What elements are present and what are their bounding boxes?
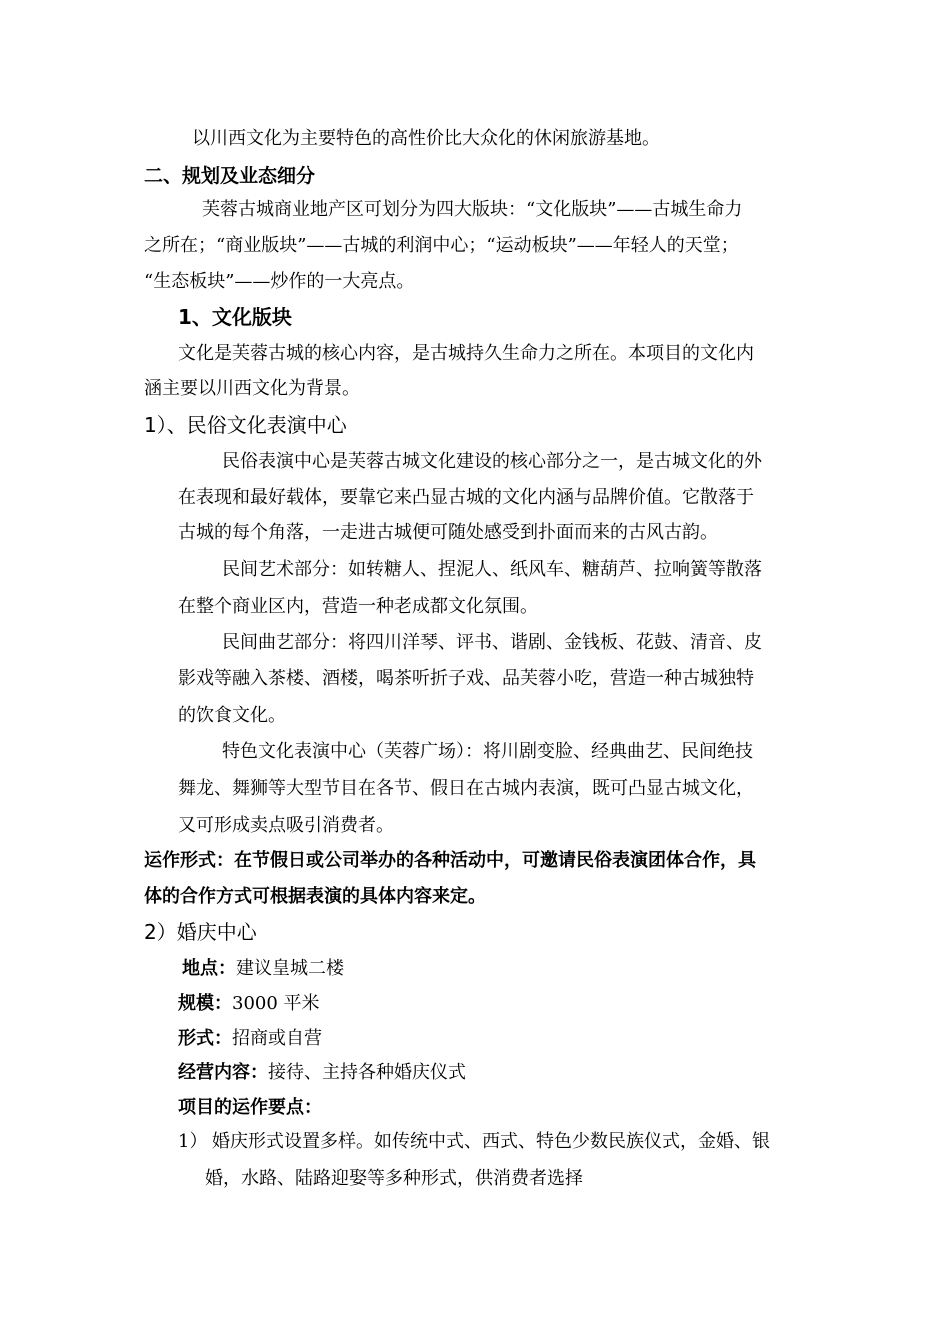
section-heading-planning: 二、规划及业态细分	[144, 165, 316, 187]
paragraph-line: “生态板块”——炒作的一大亮点。	[144, 271, 415, 292]
paragraph-line: 舞龙、舞狮等大型节目在各节、假日在古城内表演，既可凸显古城文化，	[178, 778, 754, 799]
operation-mode-line: 运作形式：在节假日或公司举办的各种活动中，可邀请民俗表演团体合作，具	[144, 850, 756, 871]
paragraph-line: 民间艺术部分：如转糖人、捏泥人、纸风车、糖葫芦、拉响簧等散落	[222, 559, 762, 580]
item-heading-folk-performance: 1）、民俗文化表演中心	[144, 413, 347, 437]
location-label: 地点：	[182, 958, 236, 979]
scale-value: 3000 平米	[232, 993, 320, 1014]
paragraph-line: 在整个商业区内，营造一种老成都文化氛围。	[178, 596, 538, 617]
scale-row	[178, 991, 320, 1017]
form-value: 招商或自营	[232, 1028, 322, 1049]
paragraph-line: 的饮食文化。	[178, 705, 286, 726]
paragraph-line: 特色文化表演中心（芙蓉广场）：将川剧变脸、经典曲艺、民间绝技	[222, 741, 753, 762]
content-label: 经营内容：	[178, 1062, 268, 1083]
intro-line: 以川西文化为主要特色的高性价比大众化的休闲旅游基地。	[192, 128, 660, 149]
subsection-heading-culture: 1、文化版块	[178, 305, 292, 329]
item-heading-wedding-center: 2）婚庆中心	[144, 920, 257, 944]
paragraph-line: 又可形成卖点吸引消费者。	[178, 815, 394, 836]
list-item-line: 婚，水路、陆路迎娶等多种形式，供消费者选择	[205, 1168, 583, 1189]
paragraph-line: 文化是芙蓉古城的核心内容，是古城持久生命力之所在。本项目的文化内	[178, 343, 754, 364]
location-value: 建议皇城二楼	[236, 958, 344, 979]
list-item-line: 婚庆形式设置多样。如传统中式、西式、特色少数民族仪式，金婚、银	[212, 1131, 770, 1152]
form-row	[178, 1026, 322, 1052]
content-row	[178, 1060, 466, 1086]
paragraph-line: 民间曲艺部分：将四川洋琴、评书、谐剧、金钱板、花鼓、清音、皮	[222, 632, 762, 653]
paragraph-line: 古城的每个角落，一走进古城便可随处感受到扑面而来的古风古韵。	[178, 522, 718, 543]
scale-label: 规模：	[178, 993, 232, 1014]
location-row	[182, 956, 344, 982]
paragraph-line: 芙蓉古城商业地产区可划分为四大版块：“文化版块”——古城生命力	[202, 199, 743, 220]
operation-points-heading: 项目的运作要点：	[178, 1097, 322, 1118]
paragraph-line: 影戏等融入茶楼、酒楼，喝茶听折子戏、品芙蓉小吃，营造一种古城独特	[178, 668, 754, 689]
operation-mode-line: 体的合作方式可根据表演的具体内容来定。	[144, 886, 486, 907]
form-label: 形式：	[178, 1028, 232, 1049]
list-number: 1）	[178, 1131, 208, 1152]
paragraph-line: 民俗表演中心是芙蓉古城文化建设的核心部分之一，是古城文化的外	[222, 451, 762, 472]
content-value: 接待、主持各种婚庆仪式	[268, 1062, 466, 1083]
paragraph-line: 之所在；“商业版块”——古城的利润中心；“运动板块”——年轻人的天堂；	[144, 235, 739, 256]
paragraph-line: 在表现和最好载体，要靠它来凸显古城的文化内涵与品牌价值。它散落于	[178, 487, 754, 508]
paragraph-line: 涵主要以川西文化为背景。	[144, 378, 360, 399]
